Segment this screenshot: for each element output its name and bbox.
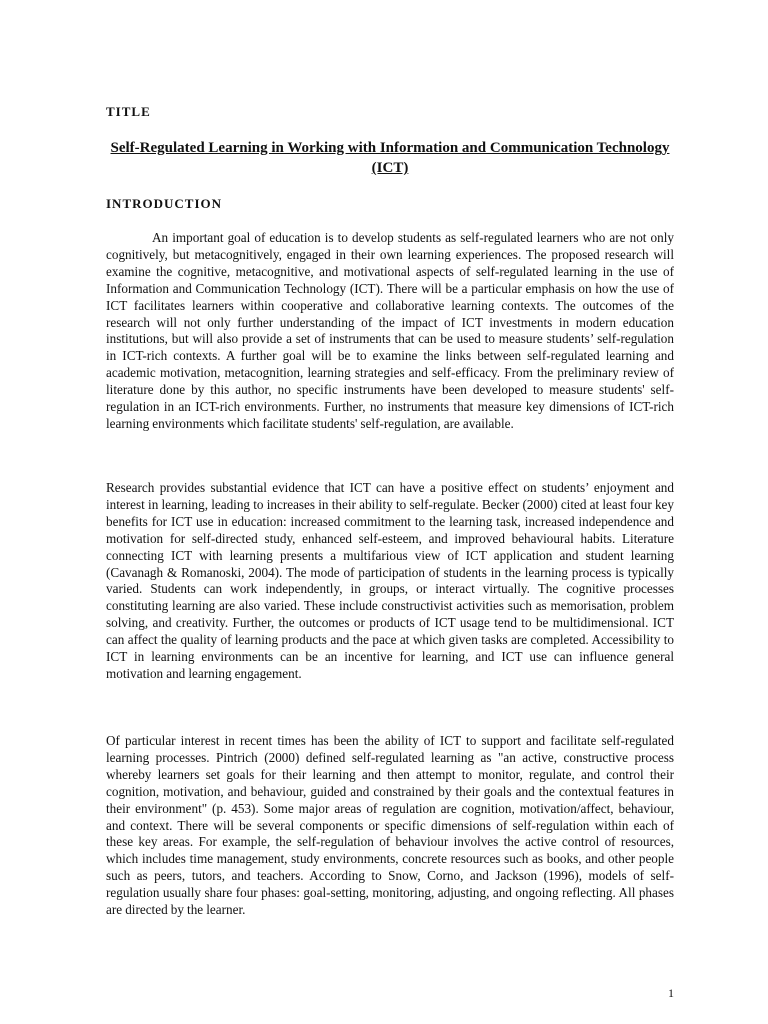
paragraph-3: Of particular interest in recent times has been the ability of ICT to support and facilitate self-regulated learning processes. Pintrich (2000) defined self-regulated learning as "an active, constructive process whereby learners set goals for their learning and then attempt to monitor, regulate, and control their cognition, motivation, and behaviour, guided and constrained by their goals and the contextual features in their environment" (p. 453). Some major areas of regulation are cognition, motivation/affect, behaviour, and context. There will be several components or specific dimensions of self-regulation within each of these key areas. For example, the self-regulation of behaviour involves the active control of resources, which includes time management, study environments, concrete resources such as books, and other people such as peers, tutors, and teachers. According to Snow, Corno, and Jackson (1996), models of self-regulation usually share four phases: goal-setting, monitoring, adjusting, and ongoing reflecting. All phases are directed by the learner. (106, 733, 674, 918)
title-label: TITLE (106, 104, 151, 119)
page-number: 1 (668, 986, 674, 1000)
document-title: Self-Regulated Learning in Working with Information and Communication Technology (ICT) (110, 140, 670, 176)
paragraph-2: Research provides substantial evidence that ICT can have a positive effect on students’ enjoyment and interest in learning, leading to increases in their ability to self-regulate. Becker (2000) cited at least four key benefits for ICT use in education: increased commitment to the learning task, increased independence and motivation for self-directed study, enhanced self-esteem, and improved behavioural habits. Literature connecting ICT with learning presents a multifarious view of ICT application and student learning (Cavanagh & Romanoski, 2004). The mode of participation of students in the learning process is typically varied. Students can work independently, in groups, or interact virtually. The cognitive processes constituting learning are also varied. These include constructivist activities such as memorisation, problem solving, and creativity. Further, the outcomes or products of ICT usage tend to be multidimensional. ICT can affect the quality of learning products and the pace at which given tasks are completed. Accessibility to ICT in learning environments can be an incentive for learning, and ICT use can influence general motivation and learning engagement. (106, 480, 674, 681)
section-heading-introduction: INTRODUCTION (106, 196, 223, 211)
paragraph-1: An important goal of education is to develop students as self-regulated learners who are not only cognitively, but metacognitively, engaged in their own learning experiences. The proposed research will examine the cognitive, metacognitive, and motivational aspects of self-regulated learning in the use of Information and Communication Technology (ICT). There will be a particular emphasis on how the use of ICT facilitates learners within cooperative and collaborative learning contexts. The outcomes of the research will not only further understanding of the impact of ICT investments in modern education institutions, but will also provide a set of instruments that can be used to measure students’ self-regulation in ICT-rich contexts. A further goal will be to examine the links between self-regulated learning and academic motivation, metacognition, learning strategies and self-efficacy. From the preliminary review of literature done by this author, no specific instruments have been developed to measure students' self-regulation in an ICT-rich environments. Further, no instruments that measure key dimensions of ICT-rich learning environments which facilitate students' self-regulation, are available. (106, 230, 674, 431)
